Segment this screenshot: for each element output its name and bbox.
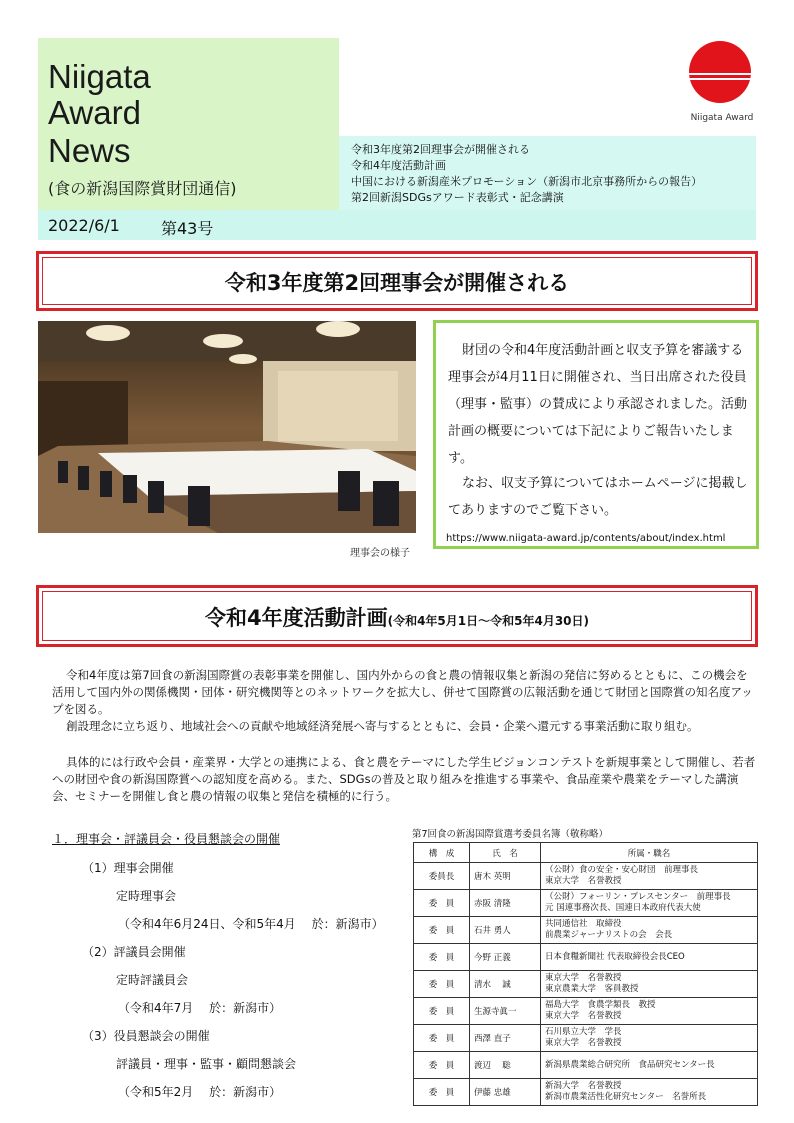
logo-caption: Niigata Award [690, 113, 754, 123]
name-cell: 清水 誠 [470, 971, 541, 998]
table-row [414, 890, 758, 917]
masthead-title-box [38, 38, 339, 210]
table-row [414, 917, 758, 944]
plan-paragraph: 令和4年度は第7回食の新潟国際賞の表彰事業を開催し、国内外からの食と農の情報収集と新潟の発信に努めるとともに、この機会を活用して国内外の関係機関・団体・研究機関等とのネットワークを拡大し、併せて国際賞の広報活動を通じて財団と国際賞の知名度アップを図る。 [52, 668, 753, 716]
list-item: （1）理事会開催 [82, 861, 174, 875]
name-cell: 石井 勇人 [470, 917, 541, 944]
affiliation-cell: 福島大学 食農学類長 教授 東京大学 名誉教授 [541, 998, 758, 1025]
name-cell: 今野 正義 [470, 944, 541, 971]
role-cell: 委 員 [414, 971, 470, 998]
role-cell: 委員長 [414, 863, 470, 890]
name-cell: 西澤 直子 [470, 1025, 541, 1052]
list-item: 定時評議員会 [116, 973, 189, 987]
affiliation-cell: 新潟大学 名誉教授 新潟市農業活性化研究センター 名誉所長 [541, 1079, 758, 1106]
name-cell: 渡辺 聡 [470, 1052, 541, 1079]
list-item: （3）役員懇談会の開催 [82, 1029, 210, 1043]
list-item: （令和4年6月24日、令和5年4月 於：新潟市） [118, 917, 384, 931]
homepage-link[interactable]: https://www.niigata-award.jp/contents/about/index.html [446, 533, 726, 544]
affiliation-cell: （公財）フォーリン・プレスセンター 前理事長 元 国連事務次長、国連日本政府代表大使 [541, 890, 758, 917]
contents-item: 令和4年度活動計画 [351, 159, 446, 172]
contents-item: 令和3年度第2回理事会が開催される [351, 143, 530, 156]
role-cell: 委 員 [414, 890, 470, 917]
issue-bar [38, 210, 756, 240]
plan-paragraph: 創設理念に立ち返り、地域社会への貢献や地域経済発展へ寄与するとともに、会員・企業へ還元する事業活動に取り組む。 [66, 719, 699, 733]
issue-number: 第43号 [161, 219, 214, 238]
board-meeting-summary-box [433, 320, 759, 549]
table-row [414, 971, 758, 998]
list-item: 評議員・理事・監事・顧問懇談会 [116, 1057, 297, 1071]
table-row [414, 998, 758, 1025]
affiliation-cell: （公財）食の安全・安心財団 前理事長 東京大学 名誉教授 [541, 863, 758, 890]
photo-caption: 理事会の様子 [350, 548, 410, 559]
name-cell: 生源寺眞一 [470, 998, 541, 1025]
masthead-title-line-3: News [48, 132, 131, 169]
contents-item: 第2回新潟SDGsアワード表彰式・記念講演 [351, 191, 564, 204]
name-cell: 唐木 英明 [470, 863, 541, 890]
table-row [414, 863, 758, 890]
summary-paragraph: 財団の令和4年度活動計画と収支予算を審議する理事会が4月11日に開催され、当日出席された役員（理事・監事）の賛成により承認されました。活動計画の概要については下記によりご報告いたします。 [448, 343, 748, 466]
role-cell: 委 員 [414, 1025, 470, 1052]
plan-paragraph: 具体的には行政や会員・産業界・大学との連携による、食と農をテーマにした学生ビジョンコンテストを新規事業として開催し、若者への財団や食の新潟国際賞への認知度を高める。また、SDGsの普及と取り組みを推進する事業や、食品産業や農業をテーマした講演会、セミナーを開催し食と農の情報の収集と発信を積極的に行う。 [52, 755, 756, 803]
list-item: （令和5年2月 於：新潟市） [118, 1085, 282, 1099]
role-cell: 委 員 [414, 998, 470, 1025]
selection-committee-table [413, 842, 758, 1106]
affiliation-cell: 日本食糧新聞社 代表取締役会長CEO [541, 944, 758, 971]
column-header: 構 成 [414, 843, 470, 863]
masthead-title-line-2: Award [48, 94, 141, 131]
list-item: （2）評議員会開催 [82, 945, 186, 959]
affiliation-cell: 新潟県農業総合研究所 食品研究センター長 [541, 1052, 758, 1079]
affiliation-cell: 共同通信社 取締役 前農業ジャーナリストの会 会長 [541, 917, 758, 944]
affiliation-cell: 東京大学 名誉教授 東京農業大学 客員教授 [541, 971, 758, 998]
affiliation-cell: 石川県立大学 学長 東京大学 名誉教授 [541, 1025, 758, 1052]
board-meeting-photo [38, 321, 416, 533]
table-row [414, 1052, 758, 1079]
committee-table-title: 第7回食の新潟国際賞選考委員名簿（敬称略） [412, 829, 609, 840]
niigata-award-logo [689, 41, 751, 103]
masthead-title-line-1: Niigata [48, 58, 151, 95]
contents-item: 中国における新潟産米プロモーション（新潟市北京事務所からの報告） [351, 175, 703, 188]
masthead-subtitle: (食の新潟国際賞財団通信) [48, 179, 237, 198]
table-row [414, 944, 758, 971]
table-row [414, 1025, 758, 1052]
column-header: 氏 名 [470, 843, 541, 863]
role-cell: 委 員 [414, 1079, 470, 1106]
section-header-activity-plan [36, 585, 758, 647]
section-title-period: (令和4年5月1日～令和5年4月30日) [387, 614, 590, 628]
column-header: 所属・職名 [541, 843, 758, 863]
list-heading: １．理事会・評議員会・役員懇談会の開催 [52, 832, 281, 846]
section-title-main: 令和4年度活動計画 [204, 606, 388, 630]
name-cell: 伊藤 忠雄 [470, 1079, 541, 1106]
list-item: 定時理事会 [116, 889, 177, 903]
section-title: 令和3年度第2回理事会が開催される [224, 271, 570, 295]
issue-date: 2022/6/1 [48, 216, 120, 235]
list-item: （令和4年7月 於：新潟市） [118, 1001, 282, 1015]
summary-paragraph: なお、収支予算についてはホームページに掲載してありますのでご覧下さい。 [448, 476, 748, 518]
contents-list [339, 136, 756, 210]
table-row [414, 1079, 758, 1106]
section-header-board-meeting [36, 251, 758, 311]
section-title [39, 602, 755, 632]
role-cell: 委 員 [414, 944, 470, 971]
name-cell: 赤阪 清隆 [470, 890, 541, 917]
role-cell: 委 員 [414, 1052, 470, 1079]
role-cell: 委 員 [414, 917, 470, 944]
